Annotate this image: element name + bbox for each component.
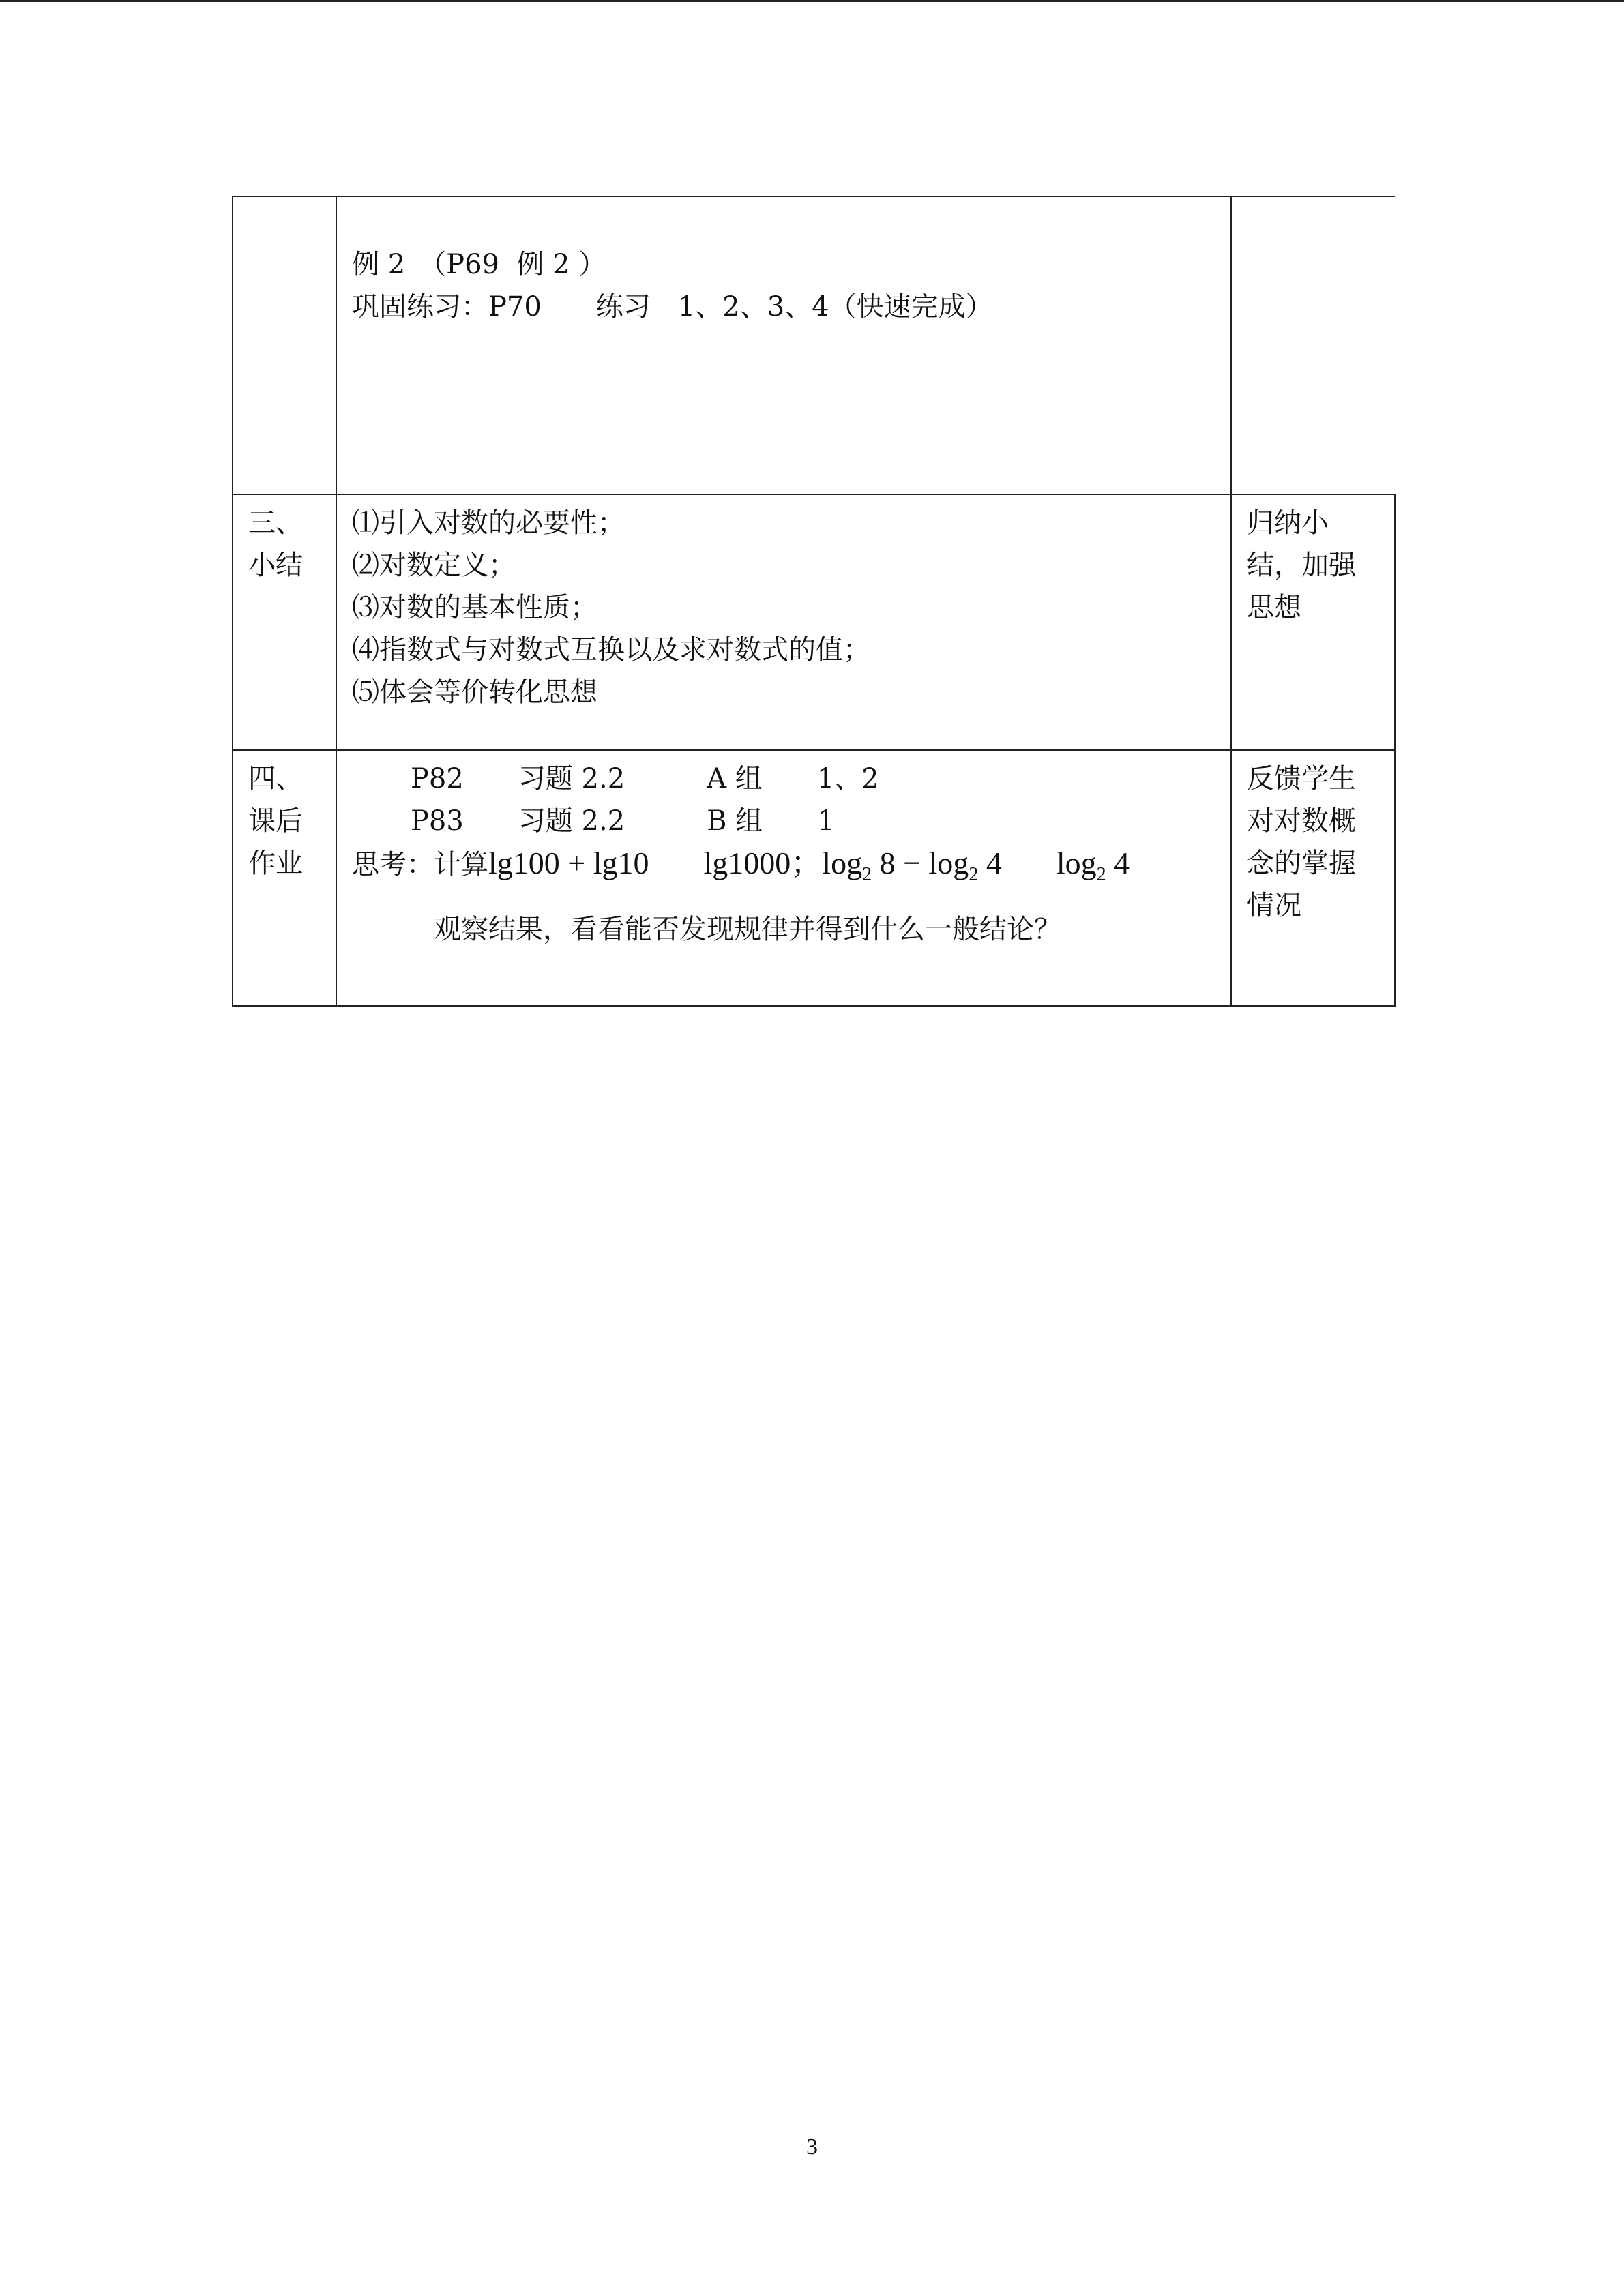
homework-label-line: 课后	[248, 805, 303, 837]
row1-note-cell	[1231, 196, 1395, 494]
page-number: 3	[806, 2134, 818, 2160]
summary-content-cell	[336, 494, 1231, 750]
homework-note-line: 反馈学生	[1247, 763, 1356, 794]
homework-note-line: 念的掌握	[1247, 848, 1356, 879]
homework-note-line: 情况	[1247, 890, 1301, 921]
lesson-plan-table	[232, 196, 1396, 1007]
summary-item: ⑵对数定义；	[352, 550, 516, 581]
homework-note-cell	[1231, 750, 1395, 1006]
homework-item: P83 习题 2.2 B 组 1	[411, 805, 835, 837]
homework-item: P82 习题 2.2 A 组 1、2	[411, 763, 879, 794]
think-line	[352, 842, 1215, 896]
summary-label-line: 三、	[248, 507, 303, 539]
homework-content-cell	[336, 750, 1231, 1006]
think-prefix: 思考：计算	[352, 849, 488, 880]
summary-item: ⑸体会等价转化思想	[352, 676, 597, 708]
summary-note-line: 归纳小	[1247, 507, 1329, 539]
page-top-rule	[0, 0, 1624, 2]
expr-lg1000: lg1000；	[703, 846, 823, 880]
summary-label-cell	[233, 494, 336, 750]
summary-item: ⑴引入对数的必要性；	[352, 507, 625, 539]
expr-log-diff: $\log_2 8 - \log_2 4$	[822, 846, 1002, 885]
homework-label-line: 作业	[248, 848, 303, 879]
expr-log4: $\log_2 4$	[1056, 846, 1130, 885]
observe-line: 观察结果，看看能否发现规律并得到什么一般结论？	[434, 914, 1061, 945]
table-row-summary	[233, 494, 1395, 750]
expr-lg-sum: lg100 + lg10	[488, 846, 649, 880]
summary-note-cell	[1231, 494, 1395, 750]
summary-note-line: 结，加强	[1247, 550, 1356, 581]
homework-label-line: 四、	[248, 763, 303, 794]
summary-label-line: 小结	[248, 550, 303, 581]
row1-content-cell	[336, 196, 1231, 494]
practice-line: 巩固练习：P70 练习 1、2、3、4（快速完成）	[352, 291, 993, 323]
summary-item: ⑶对数的基本性质；	[352, 592, 597, 623]
table-row-example	[233, 196, 1395, 494]
homework-label-cell	[233, 750, 336, 1006]
summary-item: ⑷指数式与对数式互换以及求对数式的值；	[352, 634, 870, 666]
row1-label-cell	[233, 196, 336, 494]
example-line: 例 2 （P69 例 2 ）	[352, 249, 606, 280]
summary-note-line: 思想	[1247, 592, 1301, 623]
homework-note-line: 对对数概	[1247, 805, 1356, 837]
table-row-homework	[233, 750, 1395, 1006]
